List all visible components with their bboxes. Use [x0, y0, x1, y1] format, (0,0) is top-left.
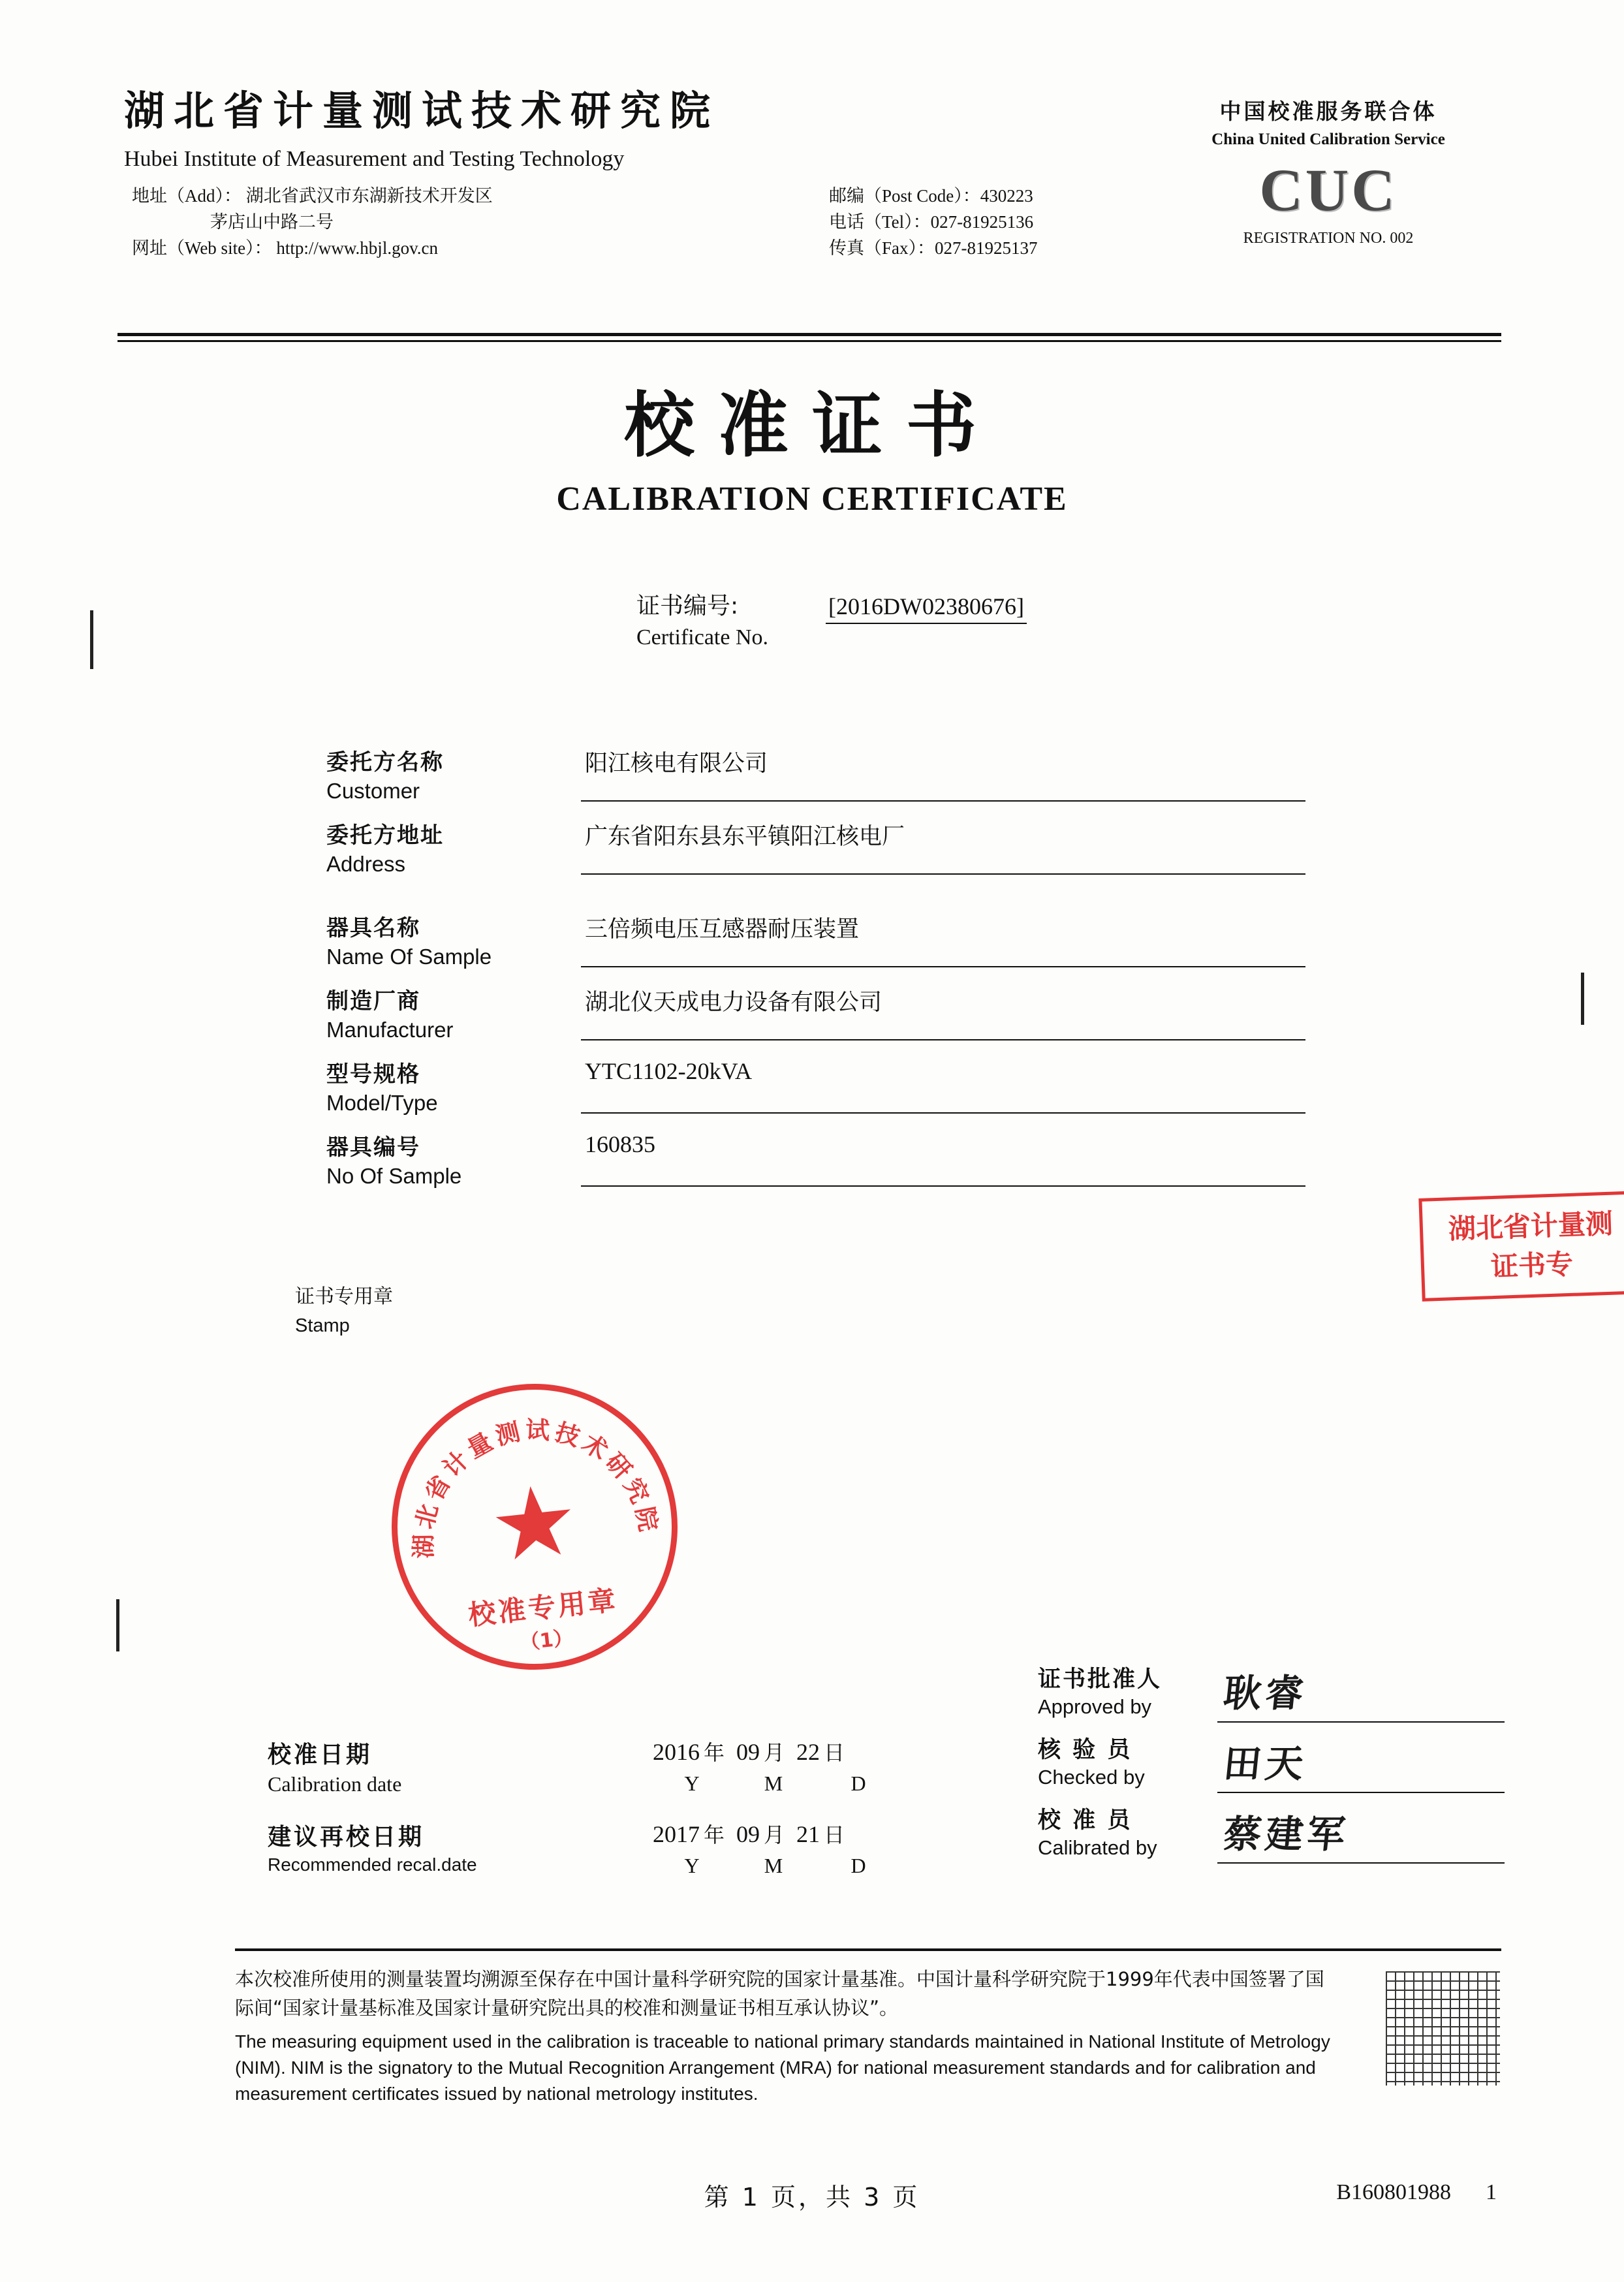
- side-red-stamp: [1418, 1191, 1624, 1302]
- field-label-cn: 器具名称: [326, 915, 420, 941]
- field-label-model-type: [326, 1056, 561, 1116]
- ymd-d: D: [851, 1854, 866, 1877]
- star-icon: ★: [484, 1463, 584, 1582]
- ymd-y: Y: [684, 1854, 700, 1877]
- ymd-m: M: [764, 1772, 783, 1795]
- signature-line-checked: [1217, 1742, 1505, 1793]
- postcode-line: 邮编（Post Code）：430223: [829, 186, 1033, 206]
- ymd-row-recal: [653, 1854, 901, 1878]
- signature-label-cn: 校 准 员: [1038, 1807, 1132, 1834]
- date-row-recal: [268, 1819, 1012, 1901]
- field-row-manufacturer: [326, 983, 1305, 1056]
- footer-divider: [235, 1948, 1501, 1951]
- document-id: B160801988: [1336, 2180, 1451, 2204]
- address-label: 地址（Add）：: [132, 186, 242, 206]
- field-label-cn: 委托方名称: [326, 749, 444, 775]
- traceability-note: [235, 1965, 1332, 2107]
- registration-mark-right: [1581, 973, 1584, 1025]
- field-label-en: Address: [326, 852, 406, 876]
- field-value-model-type: YTC1102-20kVA: [581, 1057, 1305, 1114]
- date-label-cn: 建议再校日期: [268, 1824, 425, 1851]
- date-label-cn: 校准日期: [268, 1742, 373, 1768]
- unit-year: 年: [704, 1740, 725, 1765]
- page-title-cn: 校准证书: [623, 385, 1000, 467]
- side-stamp-line-1: 湖北省计量测: [1448, 1207, 1614, 1245]
- signature-row-approved: [1038, 1661, 1521, 1732]
- stamp-label-cn: 证书专用章: [295, 1285, 393, 1308]
- signature-line-approved: [1217, 1671, 1505, 1723]
- field-value-name-of-sample: 三倍频电压互感器耐压装置: [581, 911, 1305, 967]
- stamp-bottom-text: 校准专用章: [467, 1584, 619, 1632]
- field-label-customer: [326, 744, 561, 804]
- field-row-address: [326, 817, 1305, 890]
- registration-mark-mid-left: [116, 1599, 119, 1651]
- header-divider: [117, 333, 1501, 342]
- certificate-number-label-en: Certificate No.: [636, 625, 769, 649]
- contact-right: [829, 183, 1038, 261]
- field-label-cn: 委托方地址: [326, 822, 444, 849]
- signature-ink-checked: 田天: [1221, 1742, 1310, 1786]
- field-value-customer: 阳江核电有限公司: [581, 745, 1305, 802]
- field-label-en: Name Of Sample: [326, 945, 492, 969]
- field-label-en: Manufacturer: [326, 1018, 454, 1042]
- recal-month: 09: [736, 1821, 760, 1847]
- signature-ink-approved: 耿睿: [1221, 1671, 1310, 1715]
- stamp-label-en: Stamp: [295, 1315, 350, 1336]
- official-round-stamp: [377, 1369, 691, 1683]
- recal-year: 2017: [653, 1821, 700, 1847]
- unit-month: 月: [764, 1740, 785, 1765]
- telephone-line: 电话（Tel）：027-81925136: [829, 212, 1034, 232]
- page-title-en: CALIBRATION CERTIFICATE: [556, 480, 1068, 518]
- signature-block: [1038, 1661, 1521, 1873]
- field-row-no-of-sample: [326, 1129, 1305, 1202]
- signature-row-calibrated: [1038, 1802, 1521, 1873]
- signature-label-en: Checked by: [1038, 1766, 1145, 1789]
- address-line-2: 茅店山中路二号: [210, 212, 334, 232]
- signature-label-cn: 证书批准人: [1038, 1666, 1163, 1693]
- date-values-recal: [653, 1819, 901, 1878]
- field-label-name-of-sample: [326, 910, 561, 969]
- cuc-registration-number: REGISTRATION NO. 002: [1243, 230, 1414, 247]
- signature-line-calibrated: [1217, 1812, 1505, 1864]
- unit-day: 日: [824, 1740, 845, 1765]
- field-label-no-of-sample: [326, 1129, 561, 1189]
- date-label-en: Calibration date: [268, 1772, 402, 1796]
- unit-year: 年: [704, 1822, 725, 1847]
- page-header: [124, 78, 1501, 333]
- stamp-label: [295, 1283, 393, 1340]
- stamp-bottom-number: （1）: [519, 1626, 574, 1655]
- traceability-note-cn: 本次校准所使用的测量装置均溯源至保存在中国计量科学研究院的国家计量基准。中国计量科学研究院于1999年代表中国签署了国际间“国家计量基标准及国家计量研究院出具的校准和测量证书相互承认协议”。: [235, 1968, 1324, 2019]
- cuc-wordmark: CUC: [1259, 157, 1398, 223]
- field-label-address: [326, 817, 561, 877]
- certificate-number-value: [2016DW02380676]: [826, 593, 1027, 624]
- calibration-day: 22: [796, 1739, 820, 1765]
- field-value-address: 广东省阳东县东平镇阳江核电厂: [581, 819, 1305, 875]
- field-row-model-type: [326, 1056, 1305, 1129]
- unit-day: 日: [824, 1822, 845, 1847]
- address-line-1: 湖北省武汉市东湖新技术开发区: [245, 186, 493, 206]
- field-row-name-of-sample: [326, 910, 1305, 983]
- contact-left: [132, 183, 493, 261]
- field-row-customer: [326, 744, 1305, 817]
- field-label-en: Model/Type: [326, 1091, 438, 1115]
- ymd-row-calibration: [653, 1772, 901, 1796]
- date-label-en: Recommended recal.date: [268, 1854, 477, 1875]
- signature-label-en: Approved by: [1038, 1695, 1152, 1718]
- field-value-no-of-sample: 160835: [581, 1131, 1305, 1187]
- website-value[interactable]: http://www.hbjl.gov.cn: [276, 238, 439, 258]
- calibration-month: 09: [736, 1739, 760, 1765]
- field-label-en: Customer: [326, 779, 420, 803]
- field-label-cn: 型号规格: [326, 1061, 420, 1087]
- cuc-name-en: China United Calibration Service: [1211, 131, 1445, 148]
- field-value-manufacturer: 湖北仪天成电力设备有限公司: [581, 984, 1305, 1040]
- date-row-calibration: [268, 1736, 1012, 1819]
- certificate-number-label: [636, 591, 768, 653]
- qr-code: [1386, 1971, 1500, 2086]
- unit-month: 月: [764, 1822, 785, 1847]
- calibration-dates: [268, 1736, 1012, 1901]
- field-label-cn: 器具编号: [326, 1134, 420, 1161]
- recal-day: 21: [796, 1821, 820, 1847]
- organization-name-cn: 湖北省计量测试技术研究院: [124, 87, 720, 134]
- sample-information: [326, 744, 1305, 1202]
- ymd-m: M: [764, 1854, 783, 1877]
- document-page-index: 1: [1486, 2180, 1497, 2204]
- calibration-year: 2016: [653, 1739, 700, 1765]
- page-number: 第 1 页，共 3 页: [704, 2183, 920, 2212]
- cuc-name-cn: 中国校准服务联合体: [1219, 99, 1437, 124]
- organization-name-en: Hubei Institute of Measurement and Testing Technology: [124, 147, 625, 171]
- side-stamp-line-2: 证书专: [1490, 1247, 1574, 1283]
- registration-mark-top-left: [90, 610, 93, 669]
- signature-row-checked: [1038, 1732, 1521, 1802]
- field-label-cn: 制造厂商: [326, 988, 420, 1014]
- ymd-y: Y: [684, 1772, 700, 1795]
- signature-ink-calibrated: 蔡建军: [1221, 1812, 1352, 1856]
- date-values-calibration: [653, 1736, 901, 1796]
- ymd-d: D: [851, 1772, 866, 1795]
- field-label-en: No Of Sample: [326, 1164, 462, 1188]
- traceability-note-en: The measuring equipment used in the calibration is traceable to national primary standards maintained in National Institute of Metrology (NIM). NIM is the signatory to the Mutual Recognition Arrangement (MRA) for national measurement standards and for calibration and measurement certificates issued by national metrology institutes.: [235, 2031, 1330, 2104]
- field-label-manufacturer: [326, 983, 561, 1042]
- website-label: 网址（Web site）：: [132, 238, 272, 258]
- certificate-number-label-cn: 证书编号:: [636, 593, 739, 619]
- fax-line: 传真（Fax）：027-81925137: [829, 238, 1038, 258]
- svg-text:湖北省计量测试技术研究院: 湖北省计量测试技术研究院: [409, 1416, 664, 1559]
- signature-label-en: Calibrated by: [1038, 1836, 1157, 1859]
- signature-label-cn: 核 验 员: [1038, 1737, 1132, 1763]
- cuc-logo-block: [1155, 95, 1501, 247]
